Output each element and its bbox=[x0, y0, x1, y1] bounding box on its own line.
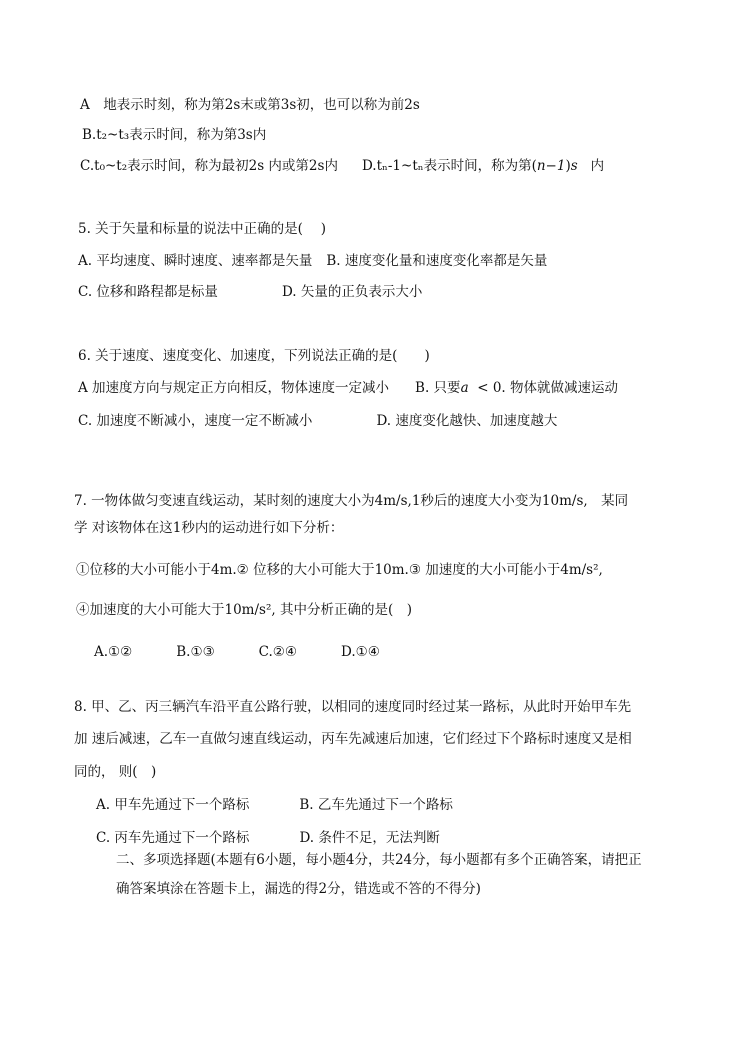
section2-heading-line-1: 二、多项选择题(本题有6小题，每小题4分，共24分，每小题都有多个正确答案，请把正 bbox=[116, 852, 642, 868]
q4-option-c-d-row bbox=[80, 156, 604, 176]
q6-options-row-2 bbox=[78, 411, 557, 431]
q8-options-row-2 bbox=[96, 828, 440, 848]
q5-options-row-1 bbox=[78, 251, 547, 271]
q5-option-b: B. 速度变化量和速度变化率都是矢量 bbox=[326, 253, 548, 269]
q7-statements-line-1: ①位移的大小可能小于4m.② 位移的大小可能大于10m.③ 加速度的大小可能小于4m/s², bbox=[76, 562, 603, 578]
q8-option-b: B. 乙车先通过下一个路标 bbox=[299, 797, 453, 813]
q6-stem: 6. 关于速度、速度变化、加速度，下列说法正确的是( ) bbox=[78, 348, 430, 364]
q5-option-d: D. 矢量的正负表示大小 bbox=[281, 284, 423, 300]
q6-options-row-1 bbox=[78, 378, 618, 398]
q8-options-row-1 bbox=[96, 795, 453, 815]
q5-option-c: C. 位移和路程都是标量 bbox=[78, 284, 218, 300]
q7-option-d: D.①④ bbox=[341, 644, 380, 660]
q4-option-c: C.t₀~t₂表示时间，称为最初2s 内或第2s内 bbox=[80, 158, 338, 174]
q6-option-a: A 加速度方向与规定正方向相反，物体速度一定减小 bbox=[78, 380, 390, 396]
section2-heading-line-2: 确答案填涂在答题卡上，漏选的得2分，错选或不答的不得分) bbox=[116, 881, 481, 897]
q8-option-c: C. 丙车先通过下一个路标 bbox=[96, 830, 250, 846]
q6-option-c: C. 加速度不断减小，速度一定不断减小 bbox=[78, 413, 313, 429]
q4-option-b: B.t₂~t₃表示时间，称为第3s内 bbox=[82, 127, 267, 143]
q5-option-a: A. 平均速度、瞬时速度、速率都是矢量 bbox=[78, 253, 313, 269]
q7-options-row bbox=[94, 642, 380, 662]
q8-option-a: A. 甲车先通过下一个路标 bbox=[96, 797, 250, 813]
q6-option-d: D. 速度变化越快、加速度越大 bbox=[376, 413, 558, 429]
q7-option-c: C.②④ bbox=[258, 644, 298, 660]
q7-statements-line-2: ④加速度的大小可能大于10m/s², 其中分析正确的是( ) bbox=[76, 602, 412, 618]
q7-stem-line-2: 学 对该物体在这1秒内的运动进行如下分析： bbox=[74, 520, 344, 536]
q6-option-b: B. 只要a < 0. 物体就做减速运动 bbox=[415, 380, 618, 396]
q8-stem-line-2: 加 速后减速，乙车一直做匀速直线运动，丙车先减速后加速，它们经过下个路标时速度又是相 bbox=[74, 731, 632, 747]
q7-option-a: A.①② bbox=[94, 644, 133, 660]
q8-option-d: D. 条件不足，无法判断 bbox=[299, 830, 440, 846]
q7-stem-line-1: 7. 一物体做匀变速直线运动，某时刻的速度大小为4m/s,1秒后的速度大小变为10m/s, 某同 bbox=[74, 493, 629, 509]
q5-stem: 5. 关于矢量和标量的说法中正确的是( ) bbox=[78, 221, 326, 237]
q4-option-d: D.tₙ‑1~tₙ表示时间，称为第(n−1)s 内 bbox=[361, 158, 605, 174]
q7-option-b: B.①③ bbox=[176, 644, 215, 660]
q8-stem-line-1: 8. 甲、乙、丙三辆汽车沿平直公路行驶，以相同的速度同时经过某一路标，从此时开始甲车先 bbox=[74, 699, 632, 715]
q5-options-row-2 bbox=[78, 282, 422, 302]
q4-option-a: A 地表示时刻，称为第2s末或第3s初，也可以称为前2s bbox=[80, 97, 420, 113]
q8-stem-line-3: 同的， 则( ) bbox=[74, 764, 157, 780]
